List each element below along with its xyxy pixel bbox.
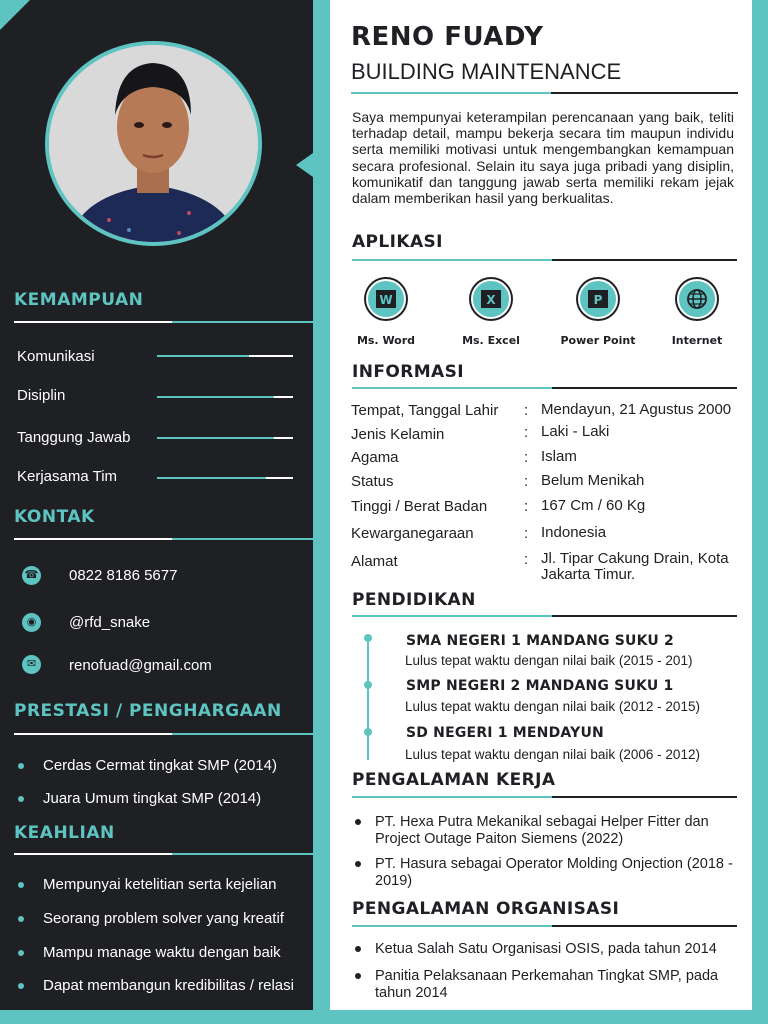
- edu-desc: Lulus tepat waktu dengan nilai baik (2006 - 2012): [405, 747, 700, 762]
- bullet-icon: [18, 983, 24, 989]
- skill-bar: [157, 355, 293, 357]
- skill-bar: [157, 396, 293, 398]
- edu-desc: Lulus tepat waktu dengan nilai baik (2015 - 201): [405, 653, 693, 668]
- svg-text:W: W: [379, 293, 393, 307]
- bullet-icon: [355, 946, 361, 952]
- aplikasi-divider: [352, 259, 737, 261]
- pengalaman-organisasi-title: PENGALAMAN ORGANISASI: [352, 899, 620, 919]
- edu-school: SMP NEGERI 2 MANDANG SUKU 1: [406, 678, 674, 694]
- skill-fill: [157, 396, 274, 398]
- pengalaman-organisasi-divider: [352, 925, 737, 927]
- skill-fill: [157, 437, 274, 439]
- word-icon: [366, 279, 406, 319]
- phone-icon: ☎: [22, 566, 41, 585]
- pendidikan-title: PENDIDIKAN: [352, 590, 476, 610]
- skill-fill: [157, 355, 249, 357]
- contact-email: renofuad@gmail.com: [69, 657, 212, 674]
- svg-text:X: X: [486, 293, 496, 307]
- app-label: Ms. Word: [356, 334, 416, 347]
- pengalaman-kerja-divider: [352, 796, 737, 798]
- skill-label: Komunikasi: [17, 348, 95, 365]
- skill-label: Disiplin: [17, 387, 66, 404]
- main-content: RENO FUADY BUILDING MAINTENANCE Saya mempunyai keterampilan perencanaan yang baik, teliti terhadap detail, mampu bekerja secara tim maupun individu serta memiliki motivasi untuk mengembangkan kemampuan secara profesional. Selain itu saya juga pribadi yang disiplin, komunikatif dan tanggung jawab serta memiliki rekam jejak dalam memberikan hasil yang berkualitas. APLIKASI W Ms. Word X Ms. Excel P Power Point Internet INFORMASI Tempat, Tanggal Lahir : Mendayun, 21 Agustus 2000 Jenis Kelamin : Laki - Laki Agama : Islam Status : Belum Menikah Tinggi / Berat Badan : 167 Cm / 60 Kg Kewarganegaraan : Indonesia Alamat : Jl. Tipar Cakung Drain, Kota Jakarta Timur. PENDIDIKAN SMA NEGERI 1 MANDANG SUKU 2 Lulus tepat waktu dengan nilai baik (2015 - 201) SMP NEGERI 2 MANDANG SUKU 1 Lulus tepat waktu dengan nilai baik (2012 - 2015) SD NEGERI 1 MENDAYUN Lulus tepat waktu dengan nilai baik (2006 - 2012) PENGALAMAN KERJA PT. Hexa Putra Mekanikal sebagai Helper Fitter dan Project Outage Paiton Siemens (2022) PT. Hasura sebagai Operator Molding Onjection (2018 - 2019) PENGALAMAN ORGANISASI Ketua Salah Satu Organisasi OSIS, pada tahun 2014 Panitia Pelaksanaan Perkemahan Tingkat SMP, pada tahun 2014: [330, 0, 752, 1010]
- app-label: Power Point: [560, 334, 636, 347]
- kontak-divider: [14, 538, 313, 540]
- informasi-title: INFORMASI: [352, 362, 464, 382]
- person-portrait-icon: [49, 45, 258, 242]
- left-sidebar: KEMAMPUAN Komunikasi Disiplin Tanggung Jawab Kerjasama Tim KONTAK ☎ 0822 8186 5677 ◉ @rfd_snake ✉ renofuad@gmail.com PRESTASI / PENGHARGAAN Cerdas Cermat tingkat SMP (2014) Juara Umum tingkat SMP (2014) KEAHLIAN Mempunyai ketelitian serta kejelian Seorang problem solver yang kreatif Mampu manage waktu dengan baik Dapat membangun kredibilitas / relasi: [0, 0, 313, 1010]
- person-name: RENO FUADY: [351, 22, 544, 52]
- skill-label: Kerjasama Tim: [17, 468, 118, 485]
- profile-photo: [45, 41, 262, 246]
- app-powerpoint: [548, 279, 648, 347]
- timeline-dot: [364, 634, 372, 642]
- corner-decoration: [0, 0, 30, 30]
- app-excel: [441, 279, 541, 347]
- bullet-icon: [18, 950, 24, 956]
- email-icon: ✉: [22, 655, 41, 674]
- contact-instagram: @rfd_snake: [69, 614, 151, 631]
- contact-phone: 0822 8186 5677: [69, 567, 178, 584]
- edu-school: SD NEGERI 1 MENDAYUN: [406, 725, 604, 741]
- edu-school: SMA NEGERI 1 MANDANG SUKU 2: [406, 633, 674, 649]
- skill-bar: [157, 477, 293, 479]
- app-internet: [647, 279, 747, 347]
- timeline-dot: [364, 681, 372, 689]
- bullet-icon: [355, 819, 361, 825]
- powerpoint-icon: [578, 279, 618, 319]
- informasi-divider: [352, 387, 737, 389]
- prestasi-divider: [14, 733, 313, 735]
- accent-pointer: [296, 153, 313, 177]
- timeline-dot: [364, 728, 372, 736]
- accent-strip: [313, 0, 330, 325]
- bullet-icon: [355, 973, 361, 979]
- timeline-line: [367, 638, 369, 760]
- pendidikan-divider: [352, 615, 737, 617]
- name-divider: [351, 92, 738, 94]
- app-label: Internet: [671, 334, 723, 347]
- prestasi-title: PRESTASI / PENGHARGAAN: [14, 701, 282, 721]
- edu-desc: Lulus tepat waktu dengan nilai baik (2012 - 2015): [405, 699, 700, 714]
- app-label: Ms. Excel: [462, 334, 520, 347]
- pengalaman-kerja-title: PENGALAMAN KERJA: [352, 770, 556, 790]
- svg-text:P: P: [593, 293, 603, 307]
- kemampuan-title: KEMAMPUAN: [14, 290, 144, 310]
- instagram-icon: ◉: [22, 613, 41, 632]
- excel-icon: [471, 279, 511, 319]
- skill-label: Tanggung Jawab: [17, 429, 131, 446]
- skill-fill: [157, 477, 266, 479]
- bullet-icon: [355, 861, 361, 867]
- app-word: [336, 279, 436, 347]
- skill-bar: [157, 437, 293, 439]
- kemampuan-divider: [14, 321, 313, 323]
- profile-summary: Saya mempunyai keterampilan perencanaan yang baik, teliti terhadap detail, mampu bekerja secara tim maupun individu serta memiliki motivasi untuk mengembangkan kemampuan secara profesional. Selain itu saya juga pribadi yang disiplin, komunikatif dan tanggung jawab serta memiliki rekam jejak dalam memberikan hasil yang berkualitas.: [352, 109, 734, 207]
- bullet-icon: [18, 916, 24, 922]
- kontak-title: KONTAK: [14, 507, 95, 527]
- bullet-icon: [18, 763, 24, 769]
- person-role: BUILDING MAINTENANCE: [351, 59, 622, 84]
- internet-icon: [677, 279, 717, 319]
- aplikasi-title: APLIKASI: [352, 232, 443, 252]
- bullet-icon: [18, 796, 24, 802]
- bullet-icon: [18, 882, 24, 888]
- keahlian-divider: [14, 853, 313, 855]
- keahlian-title: KEAHLIAN: [14, 823, 115, 843]
